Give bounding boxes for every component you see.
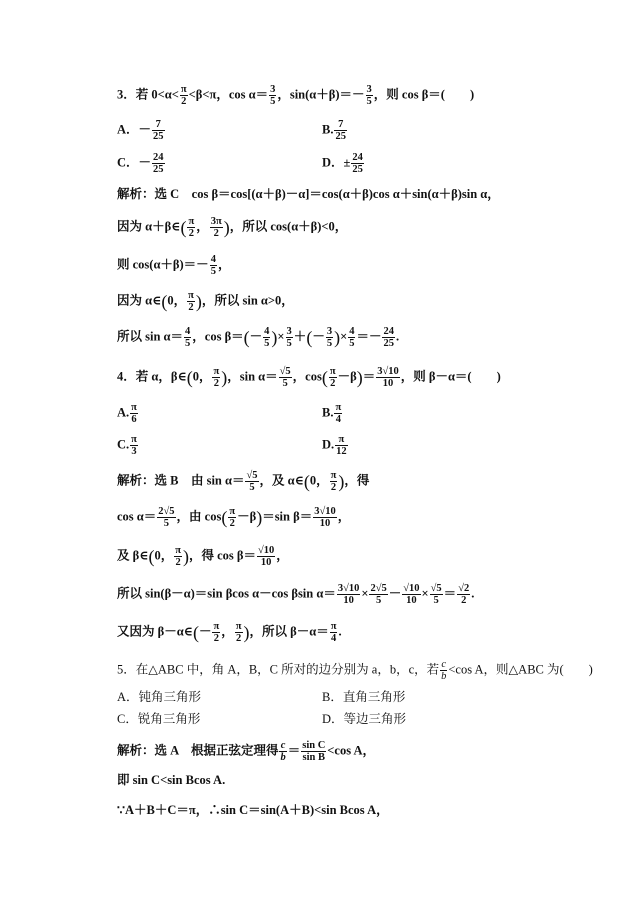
q5-solution-line-3: ∵A＋B＋C＝π，∴sin C＝sin(A＋B)<sin Bcos A，: [117, 803, 389, 817]
q5-solution-line-1: 解析：选 A 根据正弦定理得 $\frac{c}{b}$ ＝ $\frac{\text{sin C}}{\text{sin B}}$ <cos A，: [117, 740, 376, 763]
q3-solution-line-4: 因为 α∈(0， $\frac{\pi}{2}$ )，所以 sin α>0，: [117, 290, 294, 313]
q3-option-b: B. $\frac{7}{25}$: [322, 119, 346, 142]
q5-stem: 5．在△ABC 中，角 A，B，C 所对的边分别为 a，b，c，若 $\frac{c}{b}$ <cos A，则△ABC 为( ): [117, 659, 593, 682]
q4-option-d: D. $\frac{\pi}{12}$: [322, 434, 347, 457]
q3-stem: 3．若 0<α< $\frac{\pi}{2}$ <β<π，cos α＝ $\frac{3}{5}$ ，sin(α＋β)＝－ $\frac{3}{5}$ ，则 cos β＝( ): [117, 84, 475, 107]
q3-solution-line-3: 则 cos(α＋β)＝－ $\frac{4}{5}$ ，: [117, 254, 231, 277]
q4-option-a: A. $\frac{\pi}{6}$: [117, 402, 137, 425]
q3-option-d: D．± $\frac{24}{25}$: [322, 152, 363, 175]
q3-solution-line-2: 因为 α＋β∈( $\frac{\pi}{2}$ ， $\frac{3\pi}{2}$ )，所以 cos(α＋β)<0，: [117, 216, 348, 239]
q3-solution-line-1: 解析：选 C cos β＝cos[(α＋β)－α]＝cos(α＋β)cos α＋sin(α＋β)sin α，: [117, 187, 500, 201]
q4-option-c: C. $\frac{\pi}{3}$: [117, 434, 137, 457]
q5-option-a: A．钝角三角形: [117, 690, 202, 704]
q3-option-c: C．－ $\frac{24}{25}$: [117, 152, 164, 175]
q4-solution-line-4: 所以 sin(β－α)＝sin βcos α－cos βsin α＝ $\frac{3√10}{10}$ × $\frac{2√5}{5}$ － $\frac{√10}{10}$ × $\frac{√5}{5}$ ＝ $\frac{√2}{2}$ .: [117, 583, 475, 606]
q3-solution-line-5: 所以 sin α＝ $\frac{4}{5}$ ，cos β＝(－ $\frac{4}{5}$ )× $\frac{3}{5}$ ＋(－ $\frac{3}{5}$ )× $\frac{4}{5}$ ＝－ $\frac{24}{25}$ .: [117, 326, 400, 349]
q5-solution-line-2: 即 sin C<sin Bcos A.: [117, 773, 226, 787]
q4-stem: 4．若 α，β∈(0， $\frac{\pi}{2}$ )，sin α＝ $\frac{√5}{5}$ ，cos( $\frac{\pi}{2}$ －β)＝ $\frac{3√10}{10}$ ，则 β－α＝( ): [117, 366, 501, 389]
q4-solution-line-2: cos α＝ $\frac{2√5}{5}$ ，由 cos( $\frac{\pi}{2}$ －β)＝sin β＝ $\frac{3√10}{10}$ ，: [117, 506, 351, 529]
q4-solution-line-5: 又因为 β－α∈(－ $\frac{\pi}{2}$ ， $\frac{\pi}{2}$ )，所以 β－α＝ $\frac{\pi}{4}$ .: [117, 621, 342, 644]
q4-solution-line-1: 解析：选 B 由 sin α＝ $\frac{√5}{5}$ ，及 α∈(0， $\frac{\pi}{2}$ )，得: [117, 470, 370, 493]
q4-option-b: B. $\frac{\pi}{4}$: [322, 402, 342, 425]
q5-option-d: D．等边三角形: [322, 712, 407, 726]
q5-option-c: C．锐角三角形: [117, 712, 201, 726]
q3-option-a: A．－ $\frac{7}{25}$: [117, 119, 164, 142]
q5-option-b: B．直角三角形: [322, 690, 406, 704]
q4-solution-line-3: 及 β∈(0， $\frac{\pi}{2}$ )，得 cos β＝ $\frac{√10}{10}$ ，: [117, 545, 289, 568]
